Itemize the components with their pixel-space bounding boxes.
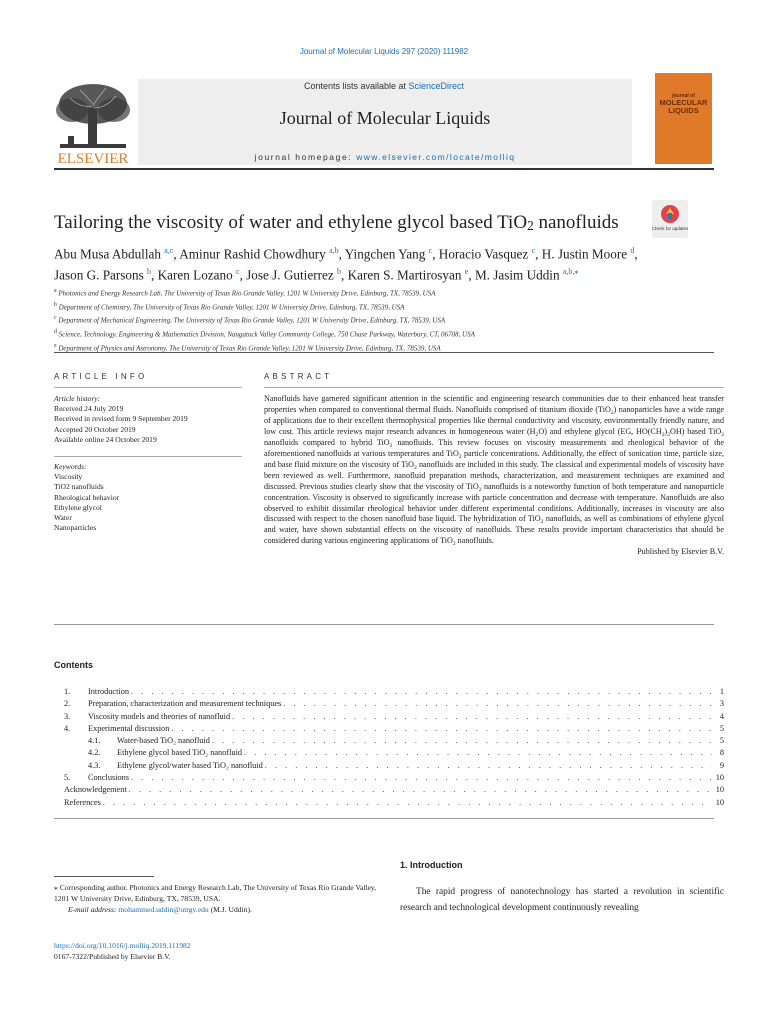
toc-entry-label[interactable]: Conclusions [88, 773, 130, 783]
affiliation-item: $^b$ Department of Chemistry, The University of Texas Rio Grande Valley, 1201 W University Drive, Edinburg, TX, 78539, USA [54, 301, 405, 312]
toc-entry-number: 3. [64, 711, 71, 721]
header-rule [54, 168, 714, 170]
elsevier-logo [50, 78, 136, 166]
introduction-text: The rapid progress of nanotechnology has started a revolution in scientific research and technological development continuously revealing [400, 887, 724, 913]
author-affiliation-marker[interactable]: c [428, 246, 433, 255]
history-date: Accepted 20 October 2019 [54, 424, 136, 434]
abstract-bottom-rule [54, 624, 714, 625]
author-affiliation-marker[interactable]: b [336, 267, 341, 277]
author-affiliation-marker[interactable]: c [236, 267, 240, 277]
affiliation-item: $^c$ Department of Mechanical Engineering, The University of Texas Rio Grande Valley, 1201 W University Drive, Edinburg, TX, 78539, USA [54, 315, 446, 325]
author-name[interactable]: Karen Lozano [157, 267, 233, 283]
author-affiliation-marker[interactable]: e [464, 267, 469, 277]
doi-block [54, 940, 384, 962]
toc-entry[interactable] [64, 686, 724, 698]
toc-entry-page: 3 [719, 699, 724, 709]
corresponding-author-footnote: ⁎ Corresponding author. Photonics and Energy Research Lab, The University of Texas Rio Grande Valley, 1201 W University Drive, Edinburg, TX, 78539, USA. E-mail address: mohammed.uddin@utrgv.edu (M.J. Uddin). [54, 883, 377, 914]
keyword-item[interactable]: Rheological behavior [54, 492, 120, 502]
author-affiliation-marker[interactable]: c [531, 246, 536, 255]
keyword-item[interactable]: TiO2 nanofluids [54, 482, 104, 492]
introduction-heading: 1. Introduction [400, 860, 463, 870]
check-for-updates-icon [652, 200, 688, 238]
toc-entry-label[interactable]: Preparation, characterization and measurement techniques [88, 699, 282, 709]
toc-entry[interactable] [64, 747, 724, 759]
toc-entry[interactable] [64, 797, 724, 809]
elsevier-tree-icon [50, 78, 136, 166]
toc-leader-dots [171, 723, 712, 735]
article-history: Article history: Received 24 July 2019 Received in revised form 9 September 2019 Accepted 20 October 2019 Available online 24 October 2019 [54, 394, 244, 445]
abstract-heading: ABSTRACT [264, 372, 333, 381]
author-list: Abu Musa Abdullah $^{a,c}$, Aminur Rashid Chowdhury $^{a,b}$, Yingchen Yang $^c$, Horacio Vasquez $^c$, H. Justin Moore $^d$, Jason G. Parsons $^b$, Karen Lozano $^c$, Jose J. Gutierrez $^b$, Karen S. Martirosyan $^e$, M. Jasim Uddin $^{a,b,⁎}$ [54, 246, 638, 283]
toc-entry[interactable] [64, 735, 724, 747]
paper-title: Tailoring the viscosity of water and ethylene glycol based TiO$_2$ nanofluids [54, 212, 619, 233]
toc-leader-dots [232, 711, 712, 723]
author-name[interactable]: Abu Musa Abdullah [54, 246, 161, 262]
toc-entry-label[interactable]: Water-based TiO₂ nanofluid [117, 736, 210, 746]
article-info-heading: ARTICLE INFO [54, 372, 148, 381]
toc-entry[interactable] [64, 723, 724, 735]
toc-entry-page: 10 [715, 797, 724, 807]
toc-entry-page: 9 [719, 760, 724, 770]
keyword-item[interactable]: Nanoparticles [54, 523, 97, 533]
issn-line: 0167-7322/Published by Elsevier B.V. [54, 952, 171, 961]
toc-leader-dots [212, 735, 712, 747]
affiliation-rule [54, 352, 714, 353]
author-name[interactable]: Karen S. Martirosyan [347, 267, 462, 283]
abstract-paragraph: Nanofluids have garnered significant attention in the scientific and engineering research communities due to their enhanced heat transfer properties when compared to conventional thermal fluids. Nanofluids comprised of titanium dioxide (TiO$_2$) nanoparticles have a wide range of applications due to their excellent thermophysical properties like thermal conductivity and viscosity, environmentally friendly nature, and low cost. This article reviews major research advances in homogeneous water $(H_2O)$ and ethylene glycol (EG, $HO(CH_2)_2OH$) based TiO$_2$ nanofluids compared to hybrid TiO$_2$ nanofluids. This review focuses on viscosity measurements and rheological behavior of the aforementioned nanofluids at various temperatures and TiO$_2$ particle concentrations. Additionally, the effect of sonication time, particle size, and base fluid mixture on the viscosity of TiO$_2$ nanofluids are included in this study. The classical and experimental models of viscosity have been reviewed as well. Furthermore, nanofluid preparation methods, characterization, and measurement techniques are examined and discussed. Previous studies clearly show that the viscosity of TiO$_2$ nanofluids is a noteworthy function of both temperature and nanoparticle concentration. Viscosity is observed to significantly increase with particle concentration and decrease with temperature. Nanofluids are also observed to exhibit dissimilar rheological behavior under different experimental conditions. Additionally, increases in viscosity are also discussed with respect to the chosen nanofluid base liquid. The hybridization of TiO$_2$ nanofluids, as well as combinations of ethylene glycol and water, have shown substantial effects on the viscosity of nanofluids. These results provide important characteristics that should be considered during various engineering applications of TiO$_2$ nanofluids. [264, 394, 725, 548]
keywords-rule [54, 456, 242, 457]
toc-entry-number: 4.2. [88, 748, 101, 758]
toc-entry-label[interactable]: Ethylene glycol/water based TiO₂ nanofluid [117, 760, 263, 770]
keyword-item[interactable]: Viscosity [54, 472, 83, 482]
toc-entry-number: 4.1. [88, 736, 101, 746]
toc-entry[interactable] [64, 698, 724, 710]
toc-leader-dots [129, 784, 712, 796]
journal-homepage-link[interactable]: www.elsevier.com/locate/molliq [356, 152, 516, 162]
affiliation-item: $^e$ Department of Physics and Astronomy, The University of Texas Rio Grande Valley, 1201 W University Drive, Edinburg, TX, 78539, USA [54, 342, 441, 353]
affiliation-item: $^a$ Photonics and Energy Research Lab, The University of Texas Rio Grande Valley, 1201 W University Drive, Edinburg, TX, 78539, USA [54, 288, 436, 298]
toc-entry[interactable] [64, 711, 724, 723]
toc-entry[interactable] [64, 760, 724, 772]
keyword-item[interactable]: Ethylene glycol [54, 502, 102, 512]
table-of-contents [64, 686, 724, 809]
toc-entry-page: 8 [719, 748, 724, 758]
published-by: Published by Elsevier B.V. [637, 547, 724, 557]
doi-link[interactable]: https://doi.org/10.1016/j.molliq.2019.111982 [54, 941, 191, 950]
abstract-text [264, 394, 724, 558]
author-name[interactable]: Yingchen Yang [344, 246, 426, 262]
contents-available-line: Contents lists available at ScienceDirect [303, 81, 465, 91]
toc-entry-number: 2. [64, 699, 71, 709]
toc-leader-dots [283, 698, 712, 710]
journal-cover-thumbnail[interactable]: journal of MOLECULAR LIQUIDS [655, 73, 712, 164]
history-date: Received 24 July 2019 [54, 404, 124, 414]
toc-entry-page: 5 [719, 736, 724, 746]
keyword-item[interactable]: Water [54, 513, 72, 523]
toc-entry[interactable] [64, 772, 724, 784]
toc-entry-page: 1 [719, 687, 724, 696]
toc-entry-label[interactable]: Acknowledgement [64, 785, 127, 795]
author-affiliation-marker[interactable]: b [147, 267, 152, 277]
author-name[interactable]: Jose J. Gutierrez [246, 267, 334, 283]
toc-leader-dots [265, 760, 712, 772]
svg-text:ELSEVIER: ELSEVIER [57, 151, 129, 166]
affiliations-list [54, 286, 718, 355]
toc-entry-number: 5. [64, 773, 71, 783]
toc-leader-dots [103, 797, 712, 809]
toc-entry-page: 10 [715, 785, 724, 795]
history-date: Available online 24 October 2019 [54, 434, 157, 444]
toc-entry-label[interactable]: References [64, 797, 101, 807]
journal-name: Journal of Molecular Liquids [279, 108, 491, 128]
contents-heading: Contents [54, 660, 93, 670]
abstract-heading-rule [264, 387, 724, 388]
affiliation-item: $^d$ Science, Technology, Engineering & Mathematics Division, Naugatuck Valley Community College, 750 Chase Parkway, Waterbury, CT, 06708, USA [54, 329, 475, 339]
history-date: Received in revised form 9 September 2019 [54, 414, 188, 424]
toc-entry-number: 1. [64, 687, 71, 696]
author-email-link[interactable]: mohammed.uddin@utrgv.edu [118, 905, 209, 914]
author-name[interactable]: Horacio Vasquez [438, 246, 529, 262]
toc-leader-dots [131, 686, 712, 698]
toc-leader-dots [244, 747, 712, 759]
toc-entry-label[interactable]: Introduction [88, 687, 130, 696]
sciencedirect-link[interactable]: ScienceDirect [408, 81, 465, 91]
author-name[interactable]: Aminur Rashid Chowdhury [179, 246, 326, 262]
journal-citation-link[interactable]: Journal of Molecular Liquids 297 (2020) 111982 [299, 47, 469, 56]
toc-entry-page: 5 [719, 723, 724, 733]
toc-leader-dots [131, 772, 712, 784]
toc-entry-label[interactable]: Ethylene glycol based TiO₂ nanofluid [117, 748, 243, 758]
author-name[interactable]: M. Jasim Uddin [474, 267, 560, 283]
svg-text:Check for updates: Check for updates [652, 226, 688, 231]
toc-entry-label[interactable]: Viscosity models and theories of nanofluid [88, 711, 231, 721]
keywords-block: Keywords: Viscosity TiO2 nanofluids Rheological behavior Ethylene glycol Water Nanoparticles [54, 462, 244, 533]
author-affiliation-marker[interactable]: d [630, 246, 635, 255]
check-for-updates-badge[interactable] [652, 200, 688, 238]
author-name[interactable]: Jason G. Parsons [54, 267, 144, 283]
contents-bottom-rule [54, 818, 714, 819]
footnote-rule [54, 876, 154, 877]
toc-entry[interactable] [64, 784, 724, 796]
toc-entry-page: 4 [719, 711, 724, 721]
author-name[interactable]: H. Justin Moore [541, 246, 628, 262]
toc-entry-page: 10 [715, 773, 724, 783]
author-affiliation-marker[interactable]: a,c [164, 246, 174, 255]
journal-homepage: journal homepage: www.elsevier.com/locate/molliq [254, 152, 516, 162]
toc-entry-label[interactable]: Experimental discussion [88, 723, 170, 733]
info-heading-rule [54, 387, 242, 388]
toc-entry-number: 4. [64, 723, 71, 733]
author-affiliation-marker[interactable]: a,b,⁎ [562, 267, 579, 277]
author-affiliation-marker[interactable]: a,b [329, 246, 339, 255]
toc-entry-number: 4.3. [88, 760, 101, 770]
